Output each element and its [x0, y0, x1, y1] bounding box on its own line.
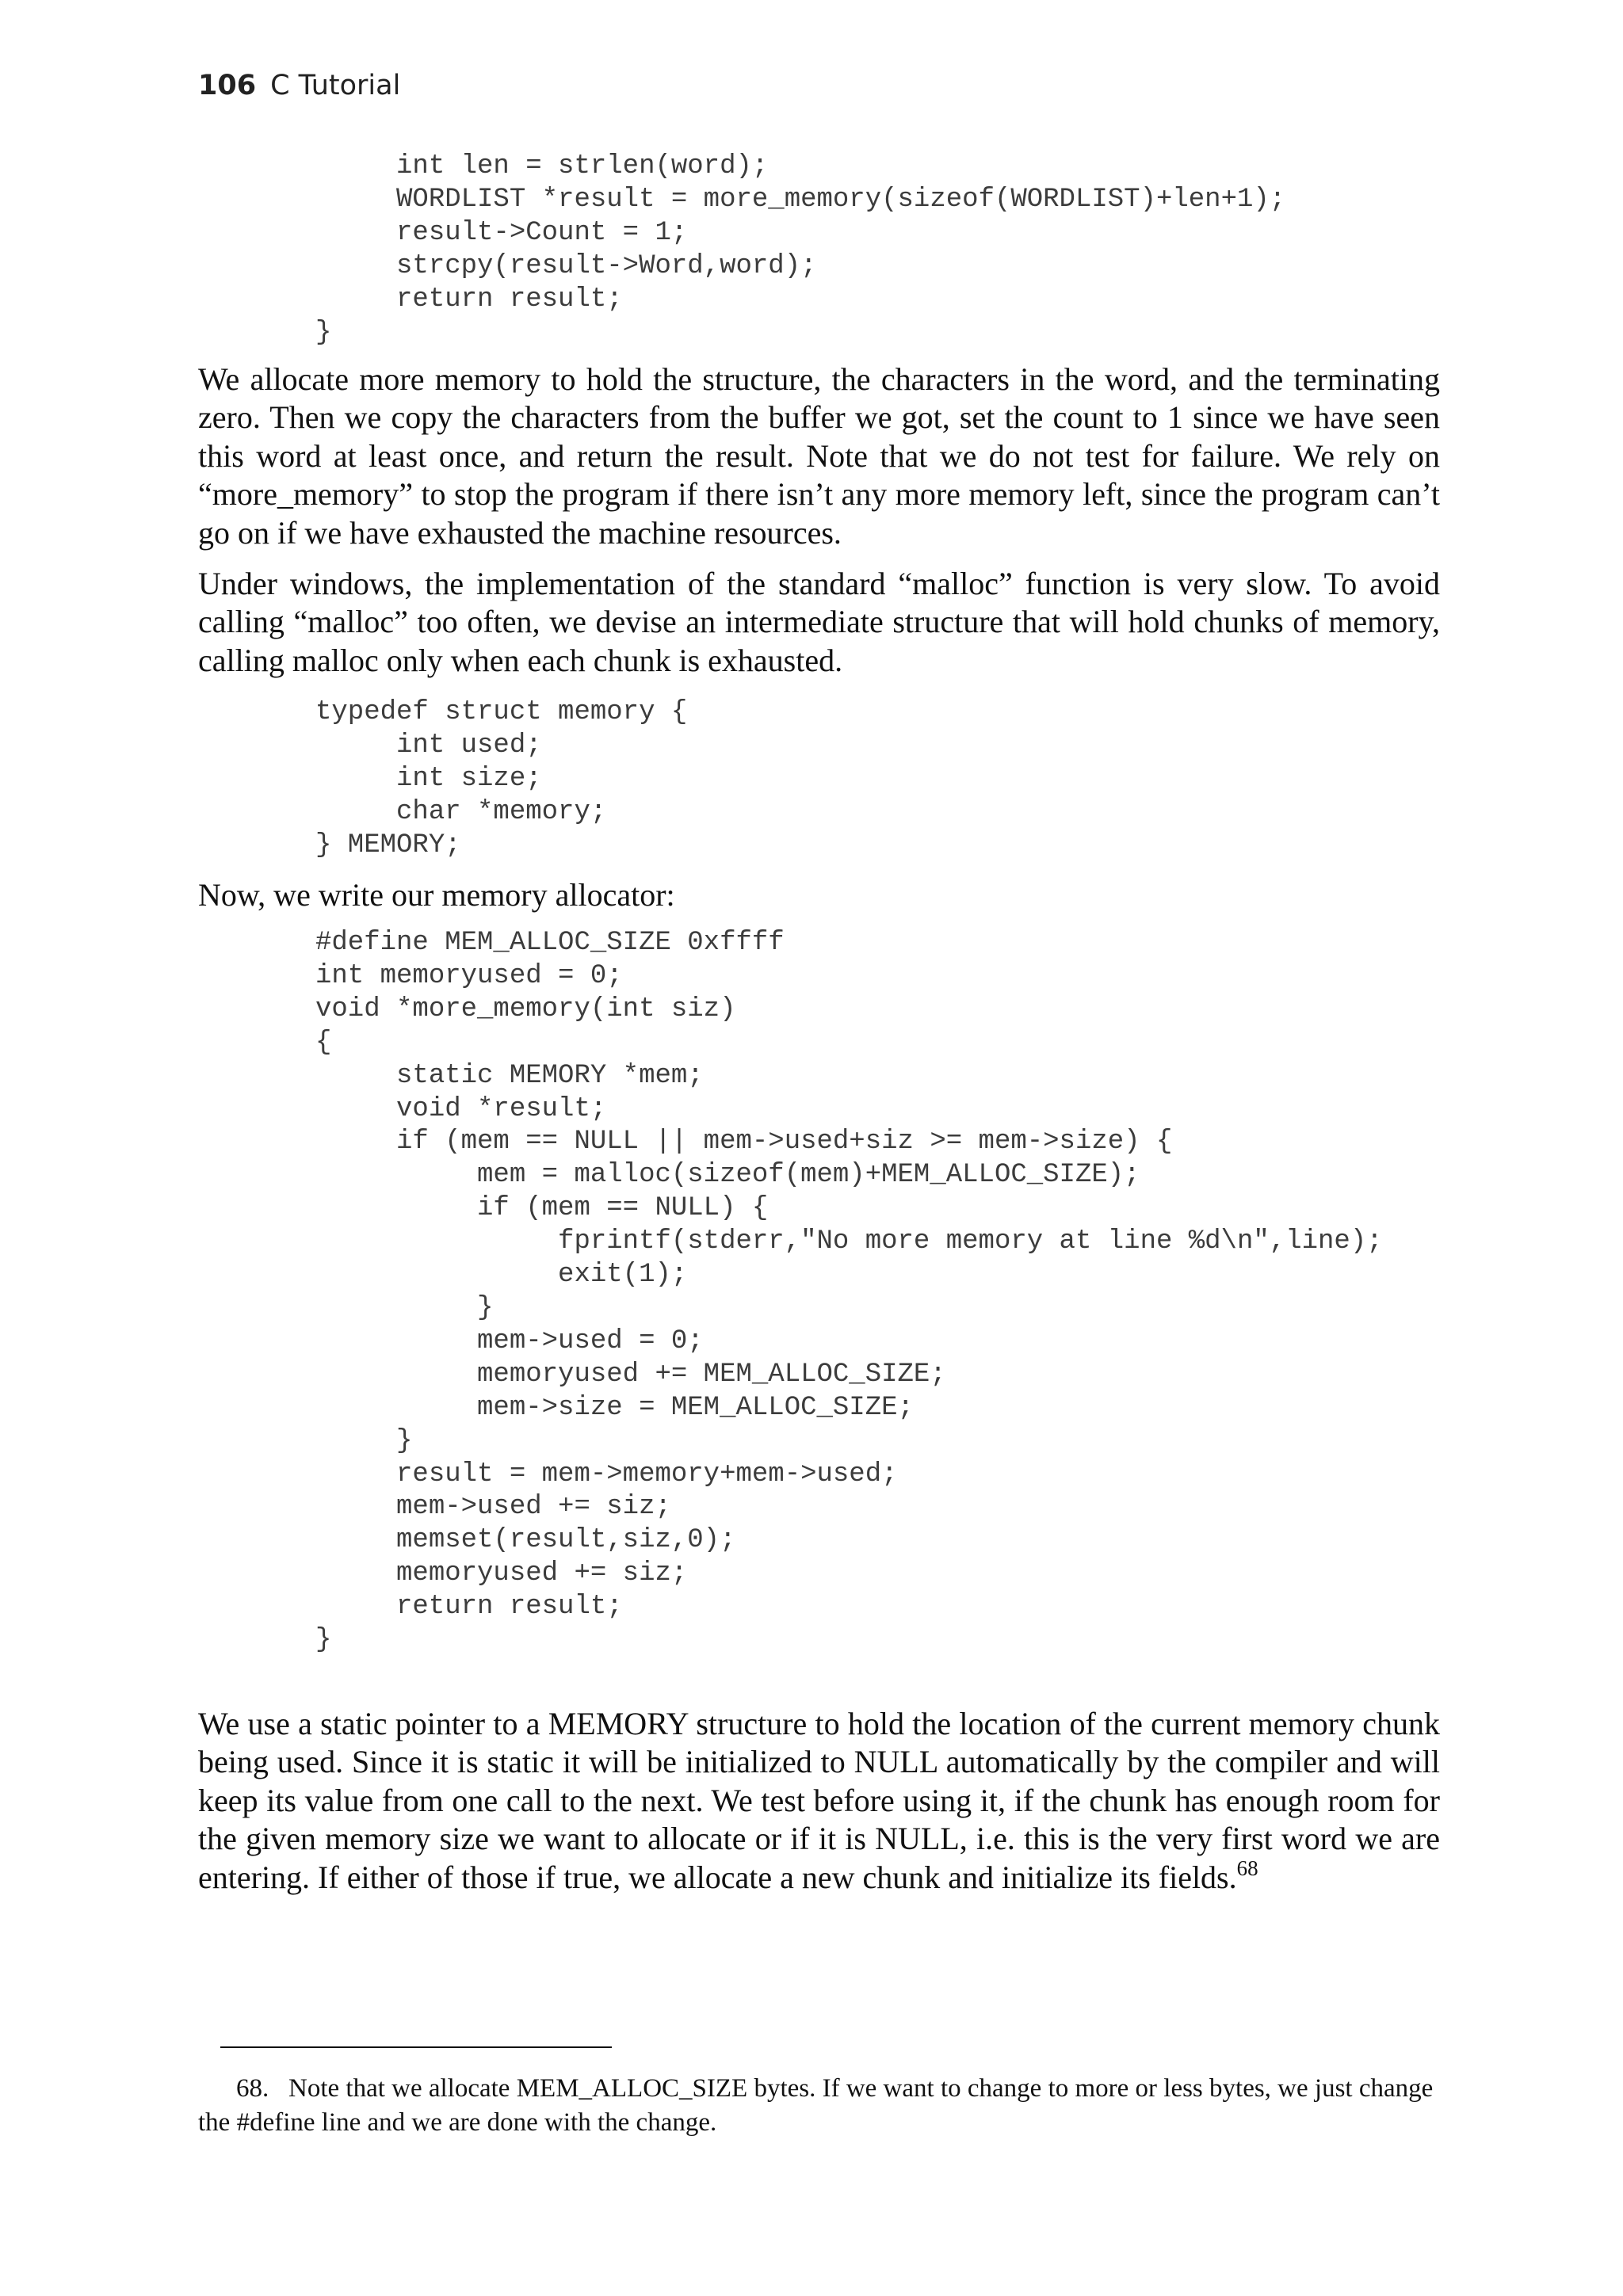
paragraph-static-pointer	[198, 1705, 1440, 1897]
footnote-reference: 68	[1236, 1855, 1258, 1880]
paragraph-allocate-explanation: We allocate more memory to hold the structure, the characters in the word, and the terminating zero. Then we copy the characters from the buffer we got, set the count to 1 since we have seen this word at least once, and return the result. Note that we do not test for failure. We rely on “more_memory” to stop the program if there isn’t any more memory left, since the program can’t go on if we have exhausted the machine resources.	[198, 361, 1440, 551]
page-number: 106	[198, 70, 257, 101]
footnote-divider	[220, 2046, 612, 2048]
paragraph-malloc-windows: Under windows, the implementation of the standard “malloc” function is very slow. To avoid calling “malloc” too often, we devise an intermediate structure that will hold chunks of memory, calling malloc only when each chunk is exhausted.	[198, 566, 1440, 678]
paragraph-static-pointer-text: We use a static pointer to a MEMORY structure to hold the location of the current memory chunk being used. Since it is static it will be initialized to NULL automatically by the compiler and will keep its value from one call to the next. We test before using it, if the chunk has enough room for the given memory size we want to allocate or if it is NULL, i.e. this is the very first word we are entering. If either of those if true, we allocate a new chunk and initialize its fields.	[198, 1706, 1440, 1895]
code-block-more-memory: #define MEM_ALLOC_SIZE 0xffff int memoryused = 0; void *more_memory(int siz) { static MEMORY *mem; void *result; if (mem == NULL || mem->used+siz >= mem->size) { mem = malloc(sizeof(mem)+MEM_ALLOC_SIZE); if (mem == NULL) { fprintf(stderr,"No more memory at line %d\n",line); exit(1); } mem->used = 0; memoryused += MEM_ALLOC_SIZE; mem->size = MEM_ALLOC_SIZE; } result = mem->memory+mem->used; mem->used += siz; memset(result,siz,0); memoryused += siz; return result; }	[315, 928, 1383, 1656]
paragraph-memory-allocator-intro: Now, we write our memory allocator:	[198, 877, 675, 913]
page-header	[198, 70, 400, 101]
footnote-number: 68.	[236, 2074, 269, 2103]
code-block-memory-struct: typedef struct memory { int used; int size; char *memory; } MEMORY;	[315, 697, 688, 860]
code-block-new-word: int len = strlen(word); WORDLIST *result = more_memory(sizeof(WORDLIST)+len+1); result->Count = 1; strcpy(result->Word,word); return result; }	[315, 151, 1286, 348]
footnote	[198, 2072, 1440, 2140]
footnote-text: Note that we allocate MEM_ALLOC_SIZE bytes. If we want to change to more or less bytes, we just change the #define line and we are done with the change.	[198, 2074, 1434, 2137]
running-title: C Tutorial	[270, 70, 401, 101]
